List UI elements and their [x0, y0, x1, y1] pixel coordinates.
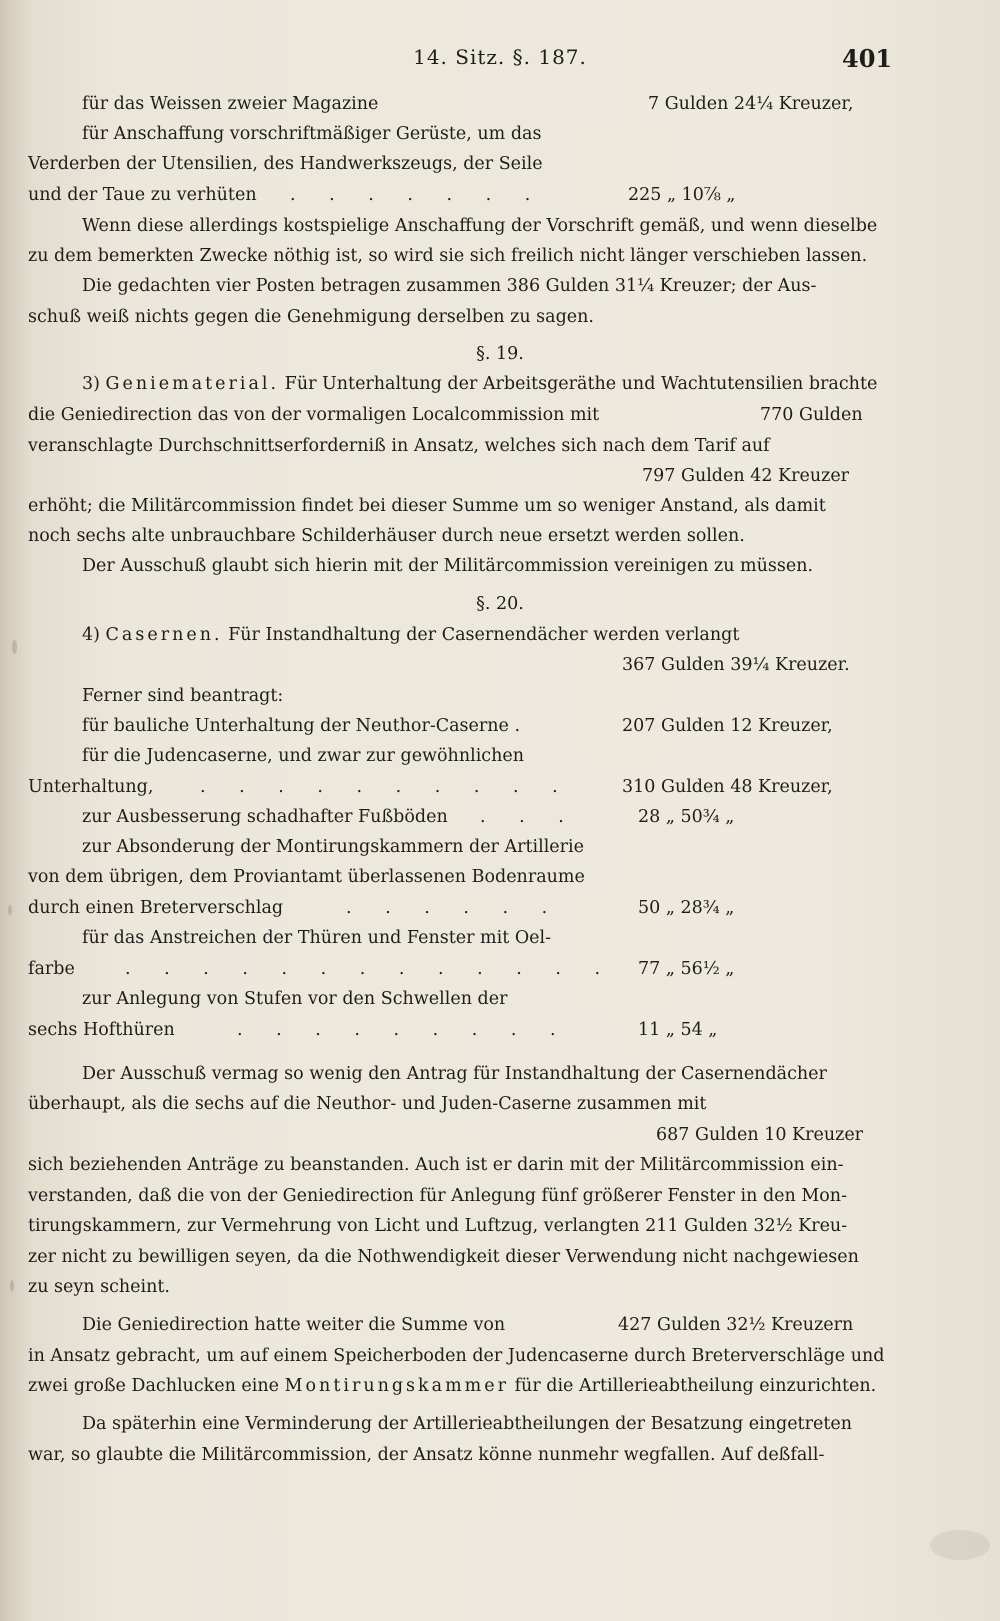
text-line: die Geniedirection das von der vormaligen Localcommission mit	[28, 405, 600, 425]
list-item: Unterhaltung,	[28, 777, 154, 797]
item-number: 4)	[82, 625, 100, 645]
text-line: tirungskammern, zur Vermehrung von Licht und Luftzug, verlangten 211 Gulden 32½ Kreu-	[28, 1216, 848, 1236]
text-line: verstanden, daß die von der Geniedirection für Anlegung fünf größerer Fenster in den Mon-	[28, 1186, 847, 1206]
amount: 427 Gulden 32½ Kreuzern	[618, 1315, 854, 1335]
text-line: und der Taue zu verhüten	[28, 185, 257, 205]
text-line: für das Weissen zweier Magazine	[82, 94, 379, 114]
page-number: 401	[842, 44, 893, 73]
text-line: zu dem bemerkten Zwecke nöthig ist, so wird sie sich freilich nicht länger verschieben lassen.	[28, 246, 868, 266]
leader-dots: . . . . . . .	[290, 185, 545, 205]
text-line: schuß weiß nichts gegen die Genehmigung derselben zu sagen.	[28, 307, 594, 327]
text-line: Die Geniedirection hatte weiter die Summe von	[82, 1315, 506, 1335]
text-line: sich beziehenden Anträge zu beanstanden. Auch ist er darin mit der Militärcommission ein-	[28, 1155, 844, 1175]
amount: 207 Gulden 12 Kreuzer,	[622, 716, 833, 736]
line-text: für die Artillerieabtheilung einzurichten.	[514, 1376, 877, 1396]
amount: 797 Gulden 42 Kreuzer	[642, 466, 850, 486]
amount: 11 „ 54 „	[638, 1020, 718, 1040]
text-line: Verderben der Utensilien, des Handwerkszeugs, der Seile	[28, 154, 543, 174]
item-title: Geniematerial.	[105, 374, 280, 394]
text-line: Die gedachten vier Posten betragen zusammen 386 Gulden 31¼ Kreuzer; der Aus-	[82, 276, 817, 296]
text-line	[82, 373, 877, 395]
text-line: Da späterhin eine Verminderung der Artillerieabtheilungen der Besatzung eingetreten	[82, 1414, 852, 1434]
text-line: war, so glaubte die Militärcommission, der Ansatz könne nunmehr wegfallen. Auf deßfall-	[28, 1445, 825, 1465]
text-line: zer nicht zu bewilligen seyen, da die Nothwendigkeit dieser Verwendung nicht nachgewiesen	[28, 1247, 859, 1267]
leader-dots: . . . . . . . . . . . . .	[125, 959, 615, 979]
amount: 77 „ 56½ „	[638, 959, 735, 979]
leader-dots: . . . . . . . . .	[237, 1020, 570, 1040]
list-item: zur Ausbesserung schadhafter Fußböden	[82, 807, 448, 827]
line-text: Für Instandhaltung der Casernendächer werden verlangt	[228, 625, 740, 645]
list-item: für das Anstreichen der Thüren und Fenster mit Oel-	[82, 928, 552, 948]
amount: 28 „ 50¾ „	[638, 807, 735, 827]
text-line: für Anschaffung vorschriftmäßiger Gerüste, um das	[82, 124, 542, 144]
amount: 225 „ 10⅞ „	[628, 185, 736, 205]
text-line: zu seyn scheint.	[28, 1277, 170, 1297]
amount: 310 Gulden 48 Kreuzer,	[622, 777, 833, 797]
list-item: von dem übrigen, dem Proviantamt überlassenen Bodenraume	[28, 867, 585, 887]
text-line: Wenn diese allerdings kostspielige Anschaffung der Vorschrift gemäß, und wenn dieselbe	[82, 216, 878, 236]
leader-dots: . . .	[480, 807, 578, 827]
list-item: für bauliche Unterhaltung der Neuthor-Caserne .	[82, 716, 521, 736]
list-item: für die Judencaserne, und zwar zur gewöhnlichen	[82, 746, 524, 766]
item-title: Casernen.	[105, 625, 223, 645]
amount: 687 Gulden 10 Kreuzer	[656, 1125, 864, 1145]
list-item: zur Anlegung von Stufen vor den Schwellen der	[82, 989, 508, 1009]
text-line: Ferner sind beantragt:	[82, 686, 284, 706]
text-line: veranschlagte Durchschnittserforderniß in Ansatz, welches sich nach dem Tarif auf	[28, 436, 770, 456]
item-number: 3)	[82, 374, 100, 394]
running-header: 14. Sitz. §. 187.	[413, 45, 587, 69]
text-line: überhaupt, als die sechs auf die Neuthor- und Juden-Caserne zusammen mit	[28, 1094, 707, 1114]
leader-dots: . . . . . .	[346, 898, 562, 918]
text-line: noch sechs alte unbrauchbare Schilderhäuser durch neue ersetzt werden sollen.	[28, 526, 745, 546]
paper-speck	[930, 1530, 990, 1560]
text-line: Der Ausschuß glaubt sich hierin mit der Militärcommission vereinigen zu müssen.	[82, 556, 814, 576]
paper-speck	[12, 640, 17, 654]
list-item: farbe	[28, 959, 75, 979]
section-heading: §. 20.	[476, 594, 524, 614]
list-item: zur Absonderung der Montirungskammern der Artillerie	[82, 837, 584, 857]
list-item: sechs Hofthüren	[28, 1020, 175, 1040]
text-line: Der Ausschuß vermag so wenig den Antrag für Instandhaltung der Casernendächer	[82, 1064, 827, 1084]
line-text: Für Unterhaltung der Arbeitsgeräthe und Wachtutensilien brachte	[284, 374, 878, 394]
amount: 367 Gulden 39¼ Kreuzer.	[622, 655, 850, 675]
list-item: durch einen Breterverschlag	[28, 898, 284, 918]
line-text: zwei große Dachlucken eine	[28, 1376, 280, 1396]
leader-dots: . . . . . . . . . .	[200, 777, 572, 797]
text-line	[82, 624, 739, 646]
text-line: in Ansatz gebracht, um auf einem Speicherboden der Judencaserne durch Breterverschläge und	[28, 1346, 885, 1366]
paper-speck	[8, 905, 12, 915]
amount: 7 Gulden 24¼ Kreuzer,	[648, 94, 854, 114]
text-line	[28, 1375, 876, 1397]
paper-speck	[10, 1280, 14, 1292]
section-heading: §. 19.	[476, 344, 524, 364]
amount: 770 Gulden	[760, 405, 863, 425]
text-line: erhöht; die Militärcommission findet bei dieser Summe um so weniger Anstand, als damit	[28, 496, 826, 516]
item-title: Montirungskammer	[284, 1376, 509, 1396]
amount: 50 „ 28¾ „	[638, 898, 735, 918]
